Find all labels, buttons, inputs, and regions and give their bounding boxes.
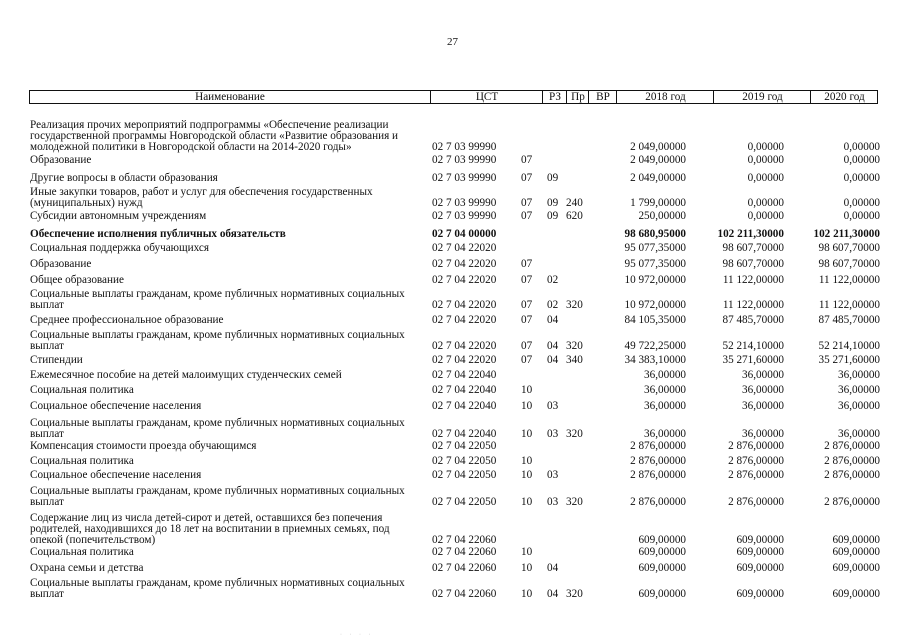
- row-cst: 02 7 04 22060: [432, 562, 497, 574]
- row-pr: 03: [547, 428, 559, 440]
- row-value-2018: 36,00000: [644, 400, 686, 412]
- row-cst: 02 7 04 22020: [432, 274, 497, 286]
- row-value-2019: 11 122,00000: [722, 299, 784, 311]
- row-name: Социальная политика: [30, 455, 134, 467]
- row-value-2018: 609,00000: [638, 546, 686, 558]
- row-value-2019: 36,00000: [742, 428, 784, 440]
- row-rz: 07: [521, 274, 533, 286]
- column-header-name: Наименование: [195, 91, 265, 103]
- row-value-2020: 609,00000: [832, 534, 880, 546]
- row-name: Обеспечение исполнения публичных обязательств: [30, 228, 286, 240]
- row-vr: 320: [566, 496, 583, 508]
- row-cst: 02 7 04 22040: [432, 400, 497, 412]
- row-value-2020: 52 214,10000: [818, 340, 880, 352]
- row-value-2018: 609,00000: [638, 562, 686, 574]
- row-value-2019: 87 485,70000: [722, 314, 784, 326]
- row-value-2019: 609,00000: [736, 534, 784, 546]
- row-value-2020: 0,00000: [843, 141, 880, 153]
- row-cst: 02 7 04 22020: [432, 340, 497, 352]
- row-cst: 02 7 03 99990: [432, 197, 497, 209]
- row-value-2020: 2 876,00000: [824, 455, 880, 467]
- page-number: 27: [447, 36, 458, 48]
- row-cst: 02 7 04 00000: [432, 228, 497, 240]
- row-value-2018: 36,00000: [644, 369, 686, 381]
- column-header-rz: РЗ: [542, 91, 567, 103]
- row-pr: 04: [547, 562, 559, 574]
- row-value-2020: 36,00000: [838, 428, 880, 440]
- row-value-2019: 52 214,10000: [722, 340, 784, 352]
- row-pr: 09: [547, 172, 559, 184]
- row-name: Другие вопросы в области образования: [30, 172, 218, 184]
- row-value-2019: 98 607,70000: [722, 258, 784, 270]
- row-name: Социальное обеспечение населения: [30, 400, 202, 412]
- row-vr: 320: [566, 299, 583, 311]
- row-cst: 02 7 04 22020: [432, 242, 497, 254]
- row-cst: 02 7 04 22050: [432, 496, 497, 508]
- row-cst: 02 7 04 22040: [432, 384, 497, 396]
- row-rz: 07: [521, 210, 533, 222]
- row-name: Социальная политика: [30, 384, 134, 396]
- row-value-2018: 1 799,00000: [630, 197, 686, 209]
- row-value-2019: 0,00000: [747, 141, 784, 153]
- row-rz: 10: [521, 400, 533, 412]
- row-rz: 10: [521, 384, 533, 396]
- row-value-2018: 2 049,00000: [630, 154, 686, 166]
- row-value-2020: 11 122,00000: [818, 274, 880, 286]
- row-rz: 10: [521, 469, 533, 481]
- row-value-2019: 2 876,00000: [728, 455, 784, 467]
- row-name: Иные закупки товаров, работ и услуг для обеспечения государственных (муниципальных) нужд: [30, 186, 373, 209]
- row-vr: 320: [566, 340, 583, 352]
- row-value-2018: 98 680,95000: [624, 228, 686, 240]
- row-value-2020: 87 485,70000: [818, 314, 880, 326]
- row-value-2019: 0,00000: [747, 154, 784, 166]
- row-value-2019: 609,00000: [736, 562, 784, 574]
- row-pr: 03: [547, 469, 559, 481]
- row-name: Социальные выплаты гражданам, кроме публичных нормативных социальных выплат: [30, 329, 405, 352]
- row-vr: 320: [566, 428, 583, 440]
- row-cst: 02 7 04 22060: [432, 534, 497, 546]
- row-value-2018: 34 383,10000: [624, 354, 686, 366]
- row-value-2018: 2 876,00000: [630, 496, 686, 508]
- row-value-2020: 102 211,30000: [813, 228, 880, 240]
- row-value-2019: 36,00000: [742, 384, 784, 396]
- row-value-2018: 36,00000: [644, 384, 686, 396]
- row-pr: 04: [547, 340, 559, 352]
- column-header-vr: ВР: [588, 91, 617, 103]
- row-value-2018: 36,00000: [644, 428, 686, 440]
- row-value-2020: 36,00000: [838, 400, 880, 412]
- row-cst: 02 7 04 22020: [432, 299, 497, 311]
- row-name: Социальные выплаты гражданам, кроме публичных нормативных социальных выплат: [30, 485, 405, 508]
- row-value-2020: 0,00000: [843, 172, 880, 184]
- row-value-2019: 0,00000: [747, 172, 784, 184]
- row-rz: 07: [521, 154, 533, 166]
- row-value-2019: 2 876,00000: [728, 440, 784, 452]
- row-value-2019: 102 211,30000: [717, 228, 784, 240]
- row-value-2019: 609,00000: [736, 588, 784, 600]
- row-cst: 02 7 04 22060: [432, 588, 497, 600]
- row-name: Реализация прочих мероприятий подпрограммы «Обеспечение реализации государственной программы Новгородской области «Развитие образования и молодежной политики в Новгородской области на 2014-2020 годы»: [30, 119, 399, 153]
- row-cst: 02 7 03 99990: [432, 210, 497, 222]
- row-pr: 04: [547, 354, 559, 366]
- column-header-2020: 2020 год: [810, 91, 878, 103]
- row-value-2020: 98 607,70000: [818, 258, 880, 270]
- row-value-2019: 0,00000: [747, 210, 784, 222]
- scan-artifact: · · · ·: [340, 632, 374, 638]
- row-value-2018: 250,00000: [638, 210, 686, 222]
- row-vr: 620: [566, 210, 583, 222]
- row-vr: 240: [566, 197, 583, 209]
- row-value-2019: 609,00000: [736, 546, 784, 558]
- row-value-2019: 11 122,00000: [722, 274, 784, 286]
- row-cst: 02 7 04 22050: [432, 455, 497, 467]
- row-cst: 02 7 04 22020: [432, 314, 497, 326]
- row-name: Социальные выплаты гражданам, кроме публичных нормативных социальных выплат: [30, 417, 405, 440]
- row-rz: 10: [521, 455, 533, 467]
- row-pr: 03: [547, 400, 559, 412]
- row-rz: 07: [521, 314, 533, 326]
- row-value-2018: 2 876,00000: [630, 455, 686, 467]
- row-value-2018: 84 105,35000: [624, 314, 686, 326]
- row-value-2020: 11 122,00000: [818, 299, 880, 311]
- row-rz: 10: [521, 496, 533, 508]
- row-pr: 02: [547, 299, 559, 311]
- row-rz: 07: [521, 340, 533, 352]
- row-value-2018: 95 077,35000: [624, 258, 686, 270]
- row-cst: 02 7 04 22060: [432, 546, 497, 558]
- row-rz: 07: [521, 299, 533, 311]
- row-pr: 09: [547, 197, 559, 209]
- row-rz: 07: [521, 354, 533, 366]
- row-value-2020: 98 607,70000: [818, 242, 880, 254]
- row-name: Образование: [30, 154, 92, 166]
- row-cst: 02 7 03 99990: [432, 154, 497, 166]
- row-value-2020: 0,00000: [843, 210, 880, 222]
- row-value-2020: 0,00000: [843, 197, 880, 209]
- row-name: Охрана семьи и детства: [30, 562, 144, 574]
- column-header-cst: ЦСТ: [430, 91, 543, 103]
- row-rz: 10: [521, 588, 533, 600]
- row-value-2020: 35 271,60000: [818, 354, 880, 366]
- row-name: Общее образование: [30, 274, 124, 286]
- row-vr: 320: [566, 588, 583, 600]
- row-value-2018: 49 722,25000: [624, 340, 686, 352]
- row-value-2019: 35 271,60000: [722, 354, 784, 366]
- row-value-2020: 609,00000: [832, 562, 880, 574]
- row-rz: 10: [521, 562, 533, 574]
- row-value-2019: 36,00000: [742, 400, 784, 412]
- row-name: Образование: [30, 258, 92, 270]
- row-rz: 07: [521, 197, 533, 209]
- row-name: Субсидии автономным учреждениям: [30, 210, 207, 222]
- row-rz: 07: [521, 258, 533, 270]
- row-rz: 10: [521, 428, 533, 440]
- row-value-2018: 95 077,35000: [624, 242, 686, 254]
- row-name: Социальное обеспечение населения: [30, 469, 202, 481]
- row-value-2018: 609,00000: [638, 534, 686, 546]
- row-value-2020: 36,00000: [838, 384, 880, 396]
- row-pr: 02: [547, 274, 559, 286]
- row-pr: 09: [547, 210, 559, 222]
- row-name: Стипендии: [30, 354, 83, 366]
- row-cst: 02 7 04 22050: [432, 469, 497, 481]
- row-value-2020: 0,00000: [843, 154, 880, 166]
- row-cst: 02 7 04 22020: [432, 258, 497, 270]
- row-value-2018: 2 049,00000: [630, 172, 686, 184]
- row-name: Социальная политика: [30, 546, 134, 558]
- row-rz: 07: [521, 172, 533, 184]
- row-cst: 02 7 04 22020: [432, 354, 497, 366]
- row-value-2018: 2 876,00000: [630, 469, 686, 481]
- row-name: Содержание лиц из числа детей-сирот и детей, оставшихся без попечения родителей, находившихся до 18 лет на воспитании в приемных семьях, под опекой (попечительством): [30, 512, 390, 546]
- row-value-2019: 2 876,00000: [728, 469, 784, 481]
- row-pr: 04: [547, 314, 559, 326]
- row-value-2018: 10 972,00000: [624, 299, 686, 311]
- row-cst: 02 7 04 22040: [432, 428, 497, 440]
- row-name: Социальные выплаты гражданам, кроме публичных нормативных социальных выплат: [30, 577, 405, 600]
- row-value-2019: 98 607,70000: [722, 242, 784, 254]
- row-name: Ежемесячное пособие на детей малоимущих студенческих семей: [30, 369, 342, 381]
- row-cst: 02 7 03 99990: [432, 172, 497, 184]
- row-rz: 10: [521, 546, 533, 558]
- row-vr: 340: [566, 354, 583, 366]
- row-cst: 02 7 04 22050: [432, 440, 497, 452]
- row-value-2018: 2 049,00000: [630, 141, 686, 153]
- row-value-2019: 2 876,00000: [728, 496, 784, 508]
- row-cst: 02 7 04 22040: [432, 369, 497, 381]
- row-name: Среднее профессиональное образование: [30, 314, 224, 326]
- column-header-2018: 2018 год: [616, 91, 714, 103]
- row-value-2018: 10 972,00000: [624, 274, 686, 286]
- row-name: Социальная поддержка обучающихся: [30, 242, 210, 254]
- row-name: Социальные выплаты гражданам, кроме публичных нормативных социальных выплат: [30, 288, 405, 311]
- row-pr: 04: [547, 588, 559, 600]
- column-header-pr: Пр: [566, 91, 589, 103]
- row-name: Компенсация стоимости проезда обучающимся: [30, 440, 257, 452]
- row-value-2018: 609,00000: [638, 588, 686, 600]
- row-value-2019: 0,00000: [747, 197, 784, 209]
- row-value-2020: 2 876,00000: [824, 496, 880, 508]
- row-value-2018: 2 876,00000: [630, 440, 686, 452]
- row-value-2020: 609,00000: [832, 588, 880, 600]
- row-cst: 02 7 03 99990: [432, 141, 497, 153]
- row-value-2020: 609,00000: [832, 546, 880, 558]
- row-pr: 03: [547, 496, 559, 508]
- row-value-2020: 2 876,00000: [824, 440, 880, 452]
- column-header-2019: 2019 год: [713, 91, 811, 103]
- row-value-2020: 36,00000: [838, 369, 880, 381]
- row-value-2020: 2 876,00000: [824, 469, 880, 481]
- row-value-2019: 36,00000: [742, 369, 784, 381]
